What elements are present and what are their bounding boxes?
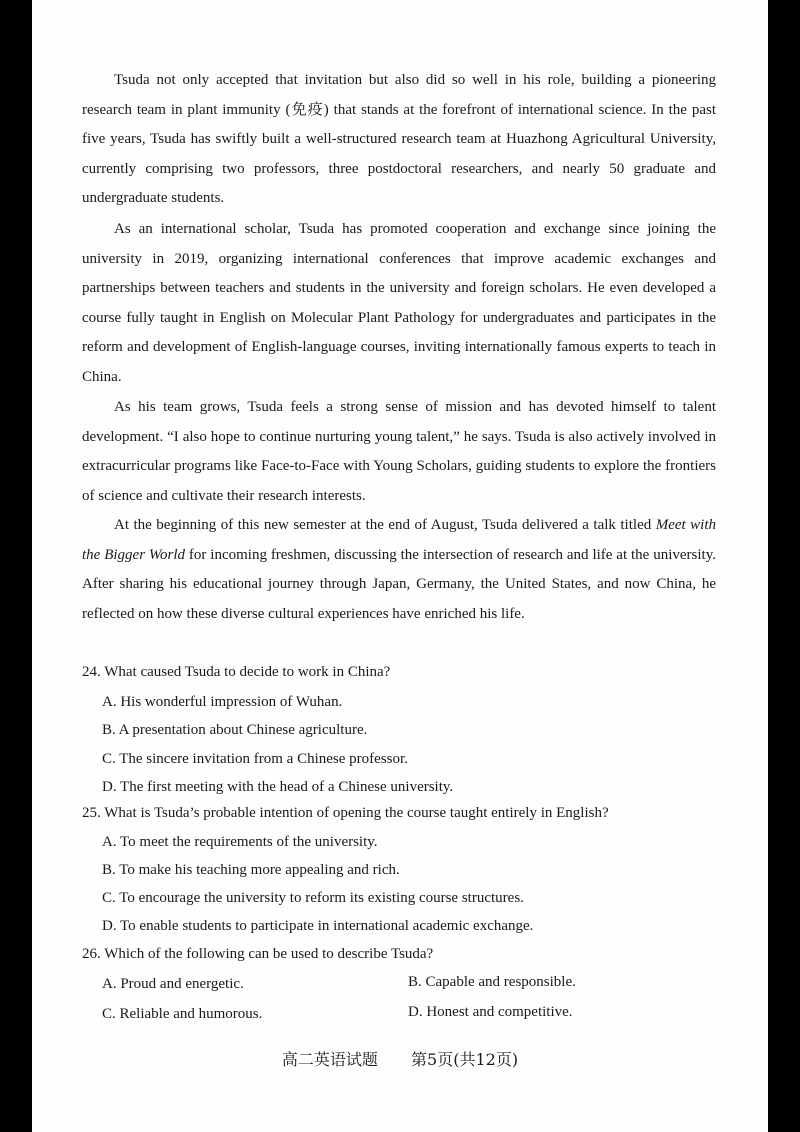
option-a: A. Proud and energetic. — [102, 976, 244, 992]
option-a: A. His wonderful impression of Wuhan. — [102, 694, 343, 710]
option-c: C. Reliable and humorous. — [102, 1006, 263, 1022]
passage-paragraph-1: Tsuda not only accepted that invitation but also did so well in his role, building a pioneering research team in plant immunity (免疫) that stands at the forefront of international science. In the past five years, Tsuda has swiftly built a well-structured research team at Huazhong Agricultural University, currently comprising two professors, three postdoctoral researchers, and nearly 50 graduate and undergraduate students. — [82, 72, 716, 206]
option-b: B. To make his teaching more appealing and rich. — [102, 862, 400, 878]
exam-subject: 高二英语试题 — [281, 1050, 378, 1069]
option-d: D. The first meeting with the head of a Chinese university. — [102, 779, 454, 795]
passage-paragraph-4 — [82, 511, 716, 629]
option-d: D. To enable students to participate in international academic exchange. — [102, 918, 534, 934]
option-c: C. The sincere invitation from a Chinese professor. — [102, 751, 408, 767]
question-stem: 26. Which of the following can be used to describe Tsuda? — [82, 946, 434, 962]
page-footer — [32, 1047, 768, 1070]
para4-text-after: for incoming freshmen, discussing the intersection of research and life at the university. After sharing his educational journey through Japan, Germany, the United States, and now China, he reflected on how these diverse cultural experiences have enriched his life. — [82, 546, 716, 622]
option-b: B. Capable and responsible. — [408, 974, 576, 990]
para4-text-before: At the beginning of this new semester at the end of August, Tsuda delivered a talk titled — [114, 517, 656, 533]
option-d: D. Honest and competitive. — [408, 1004, 573, 1020]
option-b: B. A presentation about Chinese agriculture. — [102, 722, 368, 738]
question-stem: 24. What caused Tsuda to decide to work in China? — [82, 664, 391, 680]
option-a: A. To meet the requirements of the university. — [102, 834, 378, 850]
passage-paragraph-3: As his team grows, Tsuda feels a strong sense of mission and has devoted himself to talent development. “I also hope to continue nurturing young talent,” he says. Tsuda is also actively involved in extracurricular programs like Face-to-Face with Young Scholars, guiding students to explore the frontiers of science and cultivate their research interests. — [82, 399, 716, 504]
exam-page — [32, 0, 768, 1132]
passage-paragraph-2: As an international scholar, Tsuda has promoted cooperation and exchange since joining the university in 2019, organizing international conferences that improve academic exchanges and partnerships between teachers and students in the university and foreign scholars. He even developed a course fully taught in English on Molecular Plant Pathology for undergraduates and participates in the reform and development of English-language courses, inviting internationally famous experts to teach in China. — [82, 221, 716, 385]
talk-title: Meet with the Bigger World — [82, 517, 716, 563]
page-number: 第5页(共12页) — [411, 1050, 519, 1069]
question-stem: 25. What is Tsuda’s probable intention of opening the course taught entirely in English? — [82, 805, 609, 821]
option-c: C. To encourage the university to reform its existing course structures. — [102, 890, 524, 906]
